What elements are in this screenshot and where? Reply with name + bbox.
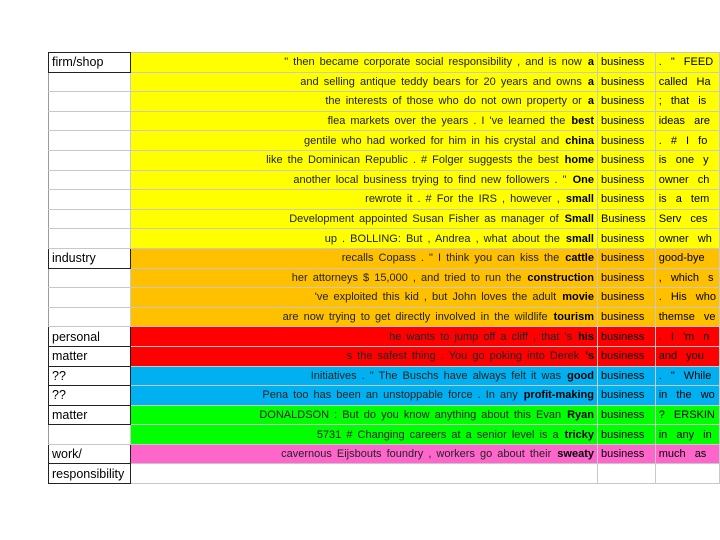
left-context-cell [130,53,597,73]
table-row [49,464,720,484]
left-context-text: like the Dominican Republic . # Folger suggests the best [266,154,559,167]
category-cell: matter [49,346,131,366]
right-context-cell: is one y [655,150,719,170]
keyword-cell: business [597,248,655,268]
concordance-body [49,53,720,484]
left-context-text: Initiatives . " The Buschs have always felt it was [310,369,562,382]
category-cell [49,209,131,229]
left-context-cell [130,190,597,210]
left-context-text: rewrote it . # For the IRS , however , [365,193,560,206]
table-row [49,72,720,92]
category-cell [49,170,131,190]
keyword-cell: business [597,366,655,386]
right-context-cell: . " While [655,366,719,386]
category-cell [49,72,131,92]
keyword-cell: business [597,444,655,464]
right-context-cell: owner wh [655,229,719,249]
keyword-cell: Business [597,209,655,229]
keyword-cell: business [597,150,655,170]
keyword-cell: business [597,170,655,190]
keyword-cell: business [597,131,655,151]
concordance-sheet [48,52,720,484]
left-context-cell [130,386,597,406]
keyword-cell: business [597,346,655,366]
keyword-cell: business [597,405,655,425]
table-row [49,366,720,386]
left-context-text: and selling antique teddy bears for 20 years and owns [300,75,582,88]
right-context-cell: owner ch [655,170,719,190]
left-context-text: another local business trying to find new followers . " [293,173,567,186]
table-row [49,92,720,112]
right-context-cell: . His who [655,288,719,308]
left-context-text: flea markets over the years . I 've learned the [327,115,566,128]
concordance-table [48,52,720,484]
right-context-cell: . " FEED [655,53,719,73]
right-context-cell: is a tem [655,190,719,210]
node-word: tourism [553,311,594,324]
node-word: a [587,75,594,88]
left-context-text: gentile who had worked for him in his crystal and [304,134,560,147]
right-context-cell: ? ERSKIN [655,405,719,425]
table-row [49,53,720,73]
category-cell [49,229,131,249]
right-context-cell: called Ha [655,72,719,92]
right-context-cell: ; that is [655,92,719,112]
category-cell: responsibility [49,464,131,484]
left-context-text: recalls Copass . " I think you can kiss the [341,252,560,265]
category-cell [49,92,131,112]
right-context-cell: and you [655,346,719,366]
node-word: home [564,154,594,167]
category-cell [49,150,131,170]
category-cell: industry [49,248,131,268]
right-context-cell: ideas are [655,111,719,131]
node-word: Small [564,213,594,226]
node-word: best [571,115,594,128]
left-context-cell [130,366,597,386]
left-context-text: " then became corporate social responsibility , and is now [284,56,582,69]
left-context-cell [130,307,597,327]
node-word: good [567,369,594,382]
node-word: tricky [564,428,594,441]
node-word: profit-making [523,389,594,402]
table-row [49,307,720,327]
keyword-cell: business [597,190,655,210]
left-context-cell [130,327,597,347]
keyword-cell: business [597,111,655,131]
right-context-cell: . # I fo [655,131,719,151]
table-row [49,386,720,406]
left-context-text: s the safest thing . You go poking into Derek [346,350,580,363]
keyword-cell: business [597,92,655,112]
right-context-cell: in any in [655,425,719,445]
keyword-cell: business [597,72,655,92]
left-context-cell [130,170,597,190]
left-context-text: the interests of those who do not own property or [325,95,582,108]
keyword-cell: business [597,327,655,347]
table-row [49,229,720,249]
left-context-text: up . BOLLING: But , Andrea , what about the [324,232,560,245]
table-row [49,268,720,288]
keyword-cell: business [597,268,655,288]
table-row [49,248,720,268]
category-cell: ?? [49,366,131,386]
node-word: small [565,232,594,245]
table-row [49,425,720,445]
node-word: Ryan [567,408,594,421]
table-row [49,150,720,170]
left-context-text: cavernous Eijsbouts foundry , workers go about their [281,448,552,461]
category-cell [49,111,131,131]
left-context-cell [130,444,597,464]
table-row [49,111,720,131]
table-row [49,327,720,347]
keyword-cell: business [597,53,655,73]
category-cell [49,288,131,308]
keyword-cell: business [597,307,655,327]
right-context-cell [655,464,719,484]
left-context-cell [130,405,597,425]
keyword-cell: business [597,425,655,445]
node-word: sweaty [557,448,594,461]
right-context-cell: Serv ces [655,209,719,229]
table-row [49,131,720,151]
left-context-cell [130,209,597,229]
left-context-cell [130,72,597,92]
table-row [49,288,720,308]
left-context-cell [130,150,597,170]
keyword-cell: business [597,229,655,249]
keyword-cell: business [597,288,655,308]
node-word: small [565,193,594,206]
category-cell: personal [49,327,131,347]
node-word: 's [585,350,594,363]
node-word: a [587,56,594,69]
node-word: cattle [565,252,594,265]
right-context-cell: good-bye [655,248,719,268]
left-context-cell [130,268,597,288]
node-word: One [572,173,594,186]
node-word: his [578,330,594,343]
left-context-cell [130,111,597,131]
left-context-cell [130,288,597,308]
table-row [49,346,720,366]
right-context-cell: themse ve [655,307,719,327]
node-word: construction [527,271,594,284]
left-context-text: 've exploited this kid , but John loves the adult [314,291,557,304]
table-row [49,209,720,229]
right-context-cell: in the wo [655,386,719,406]
table-row [49,190,720,210]
left-context-text: Development appointed Susan Fisher as manager of [289,213,559,226]
left-context-cell [130,425,597,445]
category-cell [49,425,131,445]
left-context-cell [130,346,597,366]
category-cell [49,190,131,210]
left-context-text: he wants to jump off a cliff , that 's [389,330,573,343]
left-context-text: DONALDSON : But do you know anything about this Evan [259,408,562,421]
category-cell: ?? [49,386,131,406]
left-context-cell [130,92,597,112]
left-context-text: her attorneys $ 15,000 , and tried to run the [291,271,522,284]
left-context-cell [130,464,597,484]
left-context-text: are now trying to get directly involved in the wildlife [282,311,548,324]
category-cell [49,307,131,327]
node-word: china [565,134,594,147]
category-cell: work/ [49,444,131,464]
right-context-cell: , which s [655,268,719,288]
left-context-text: Pena too has been an unstoppable force . In any [262,389,518,402]
node-word: a [587,95,594,108]
left-context-cell [130,229,597,249]
left-context-cell [130,248,597,268]
left-context-cell [130,131,597,151]
right-context-cell: much as [655,444,719,464]
table-row [49,170,720,190]
table-row [49,405,720,425]
category-cell: matter [49,405,131,425]
category-cell: firm/shop [49,53,131,73]
node-word: movie [562,291,594,304]
table-row [49,444,720,464]
category-cell [49,268,131,288]
keyword-cell [597,464,655,484]
left-context-text: 5731 # Changing careers at a senior level is a [316,428,559,441]
category-cell [49,131,131,151]
keyword-cell: business [597,386,655,406]
right-context-cell: . I 'm n [655,327,719,347]
